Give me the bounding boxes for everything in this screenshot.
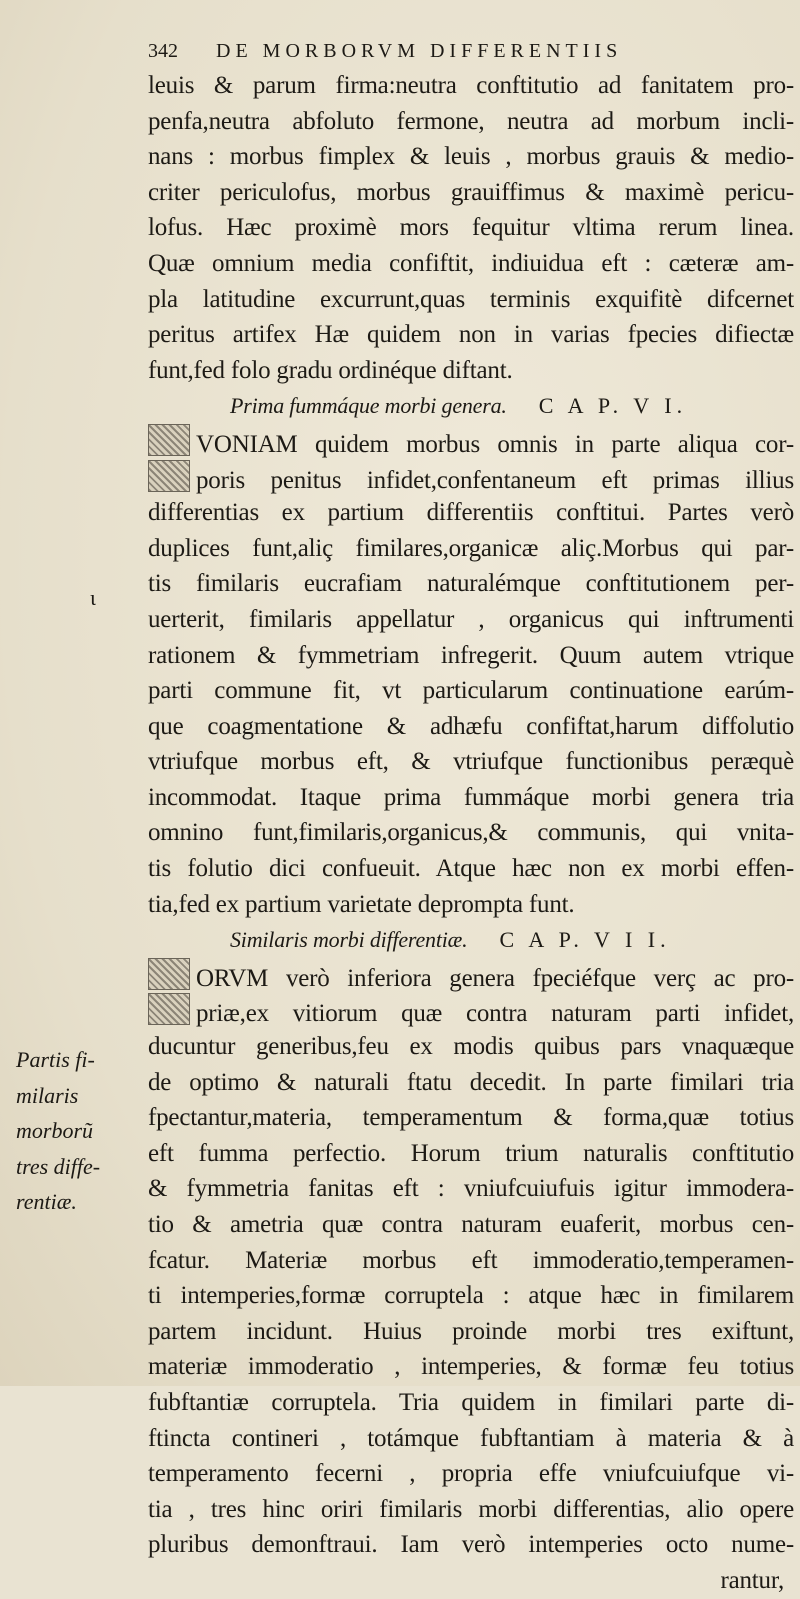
text-line: uerterit, fimilaris appellatur , organicus qui inftrumenti <box>148 605 794 633</box>
chapter-heading-7 <box>148 922 794 958</box>
text-line: temperamento fecerni , propria effe vniufcuiufque vi- <box>148 1460 794 1488</box>
page-number: 342 <box>148 40 178 62</box>
text-line: tis fimilaris eucrafiam naturalémque conftitutionem per- <box>148 570 794 598</box>
chapter-title: Similaris morbi differentiæ. <box>230 927 468 953</box>
text-line: penfa,neutra abfoluto fermone, neutra ad morbum incli- <box>148 107 794 135</box>
decorated-initial-ornament <box>148 460 190 492</box>
catchword: rantur, <box>720 1566 784 1594</box>
margin-note <box>16 1042 144 1220</box>
margin-note-line: morborũ <box>16 1118 94 1144</box>
running-title: DE MORBORVM DIFFERENTIIS <box>216 40 623 62</box>
text-line: peritus artifex Hæ quidem non in varias fpecies difiectæ <box>148 321 794 349</box>
text-line: incommodat. Itaque prima fummáque morbi genera tria <box>148 783 794 811</box>
text-line: fubftantiæ corruptela. Tria quidem in fimilari parte di- <box>148 1388 794 1416</box>
text-line: fpectantur,materia, temperamentum & forma,quæ totius <box>148 1104 794 1132</box>
text-line: & fymmetria fanitas eft : vniufcuiufuis igitur immodera- <box>148 1175 794 1203</box>
text-line: ORVM verò inferiora genera fpeciéfque verç ac pro- <box>196 964 794 992</box>
text-line: materiæ immoderatio , intemperies, & formæ feu totius <box>148 1353 794 1381</box>
text-line: ti intemperies,formæ corruptela : atque hæc in fimilarem <box>148 1282 794 1310</box>
text-block <box>148 68 794 1599</box>
text-line: tia , tres hinc oriri fimilaris morbi differentias, alio opere <box>148 1495 794 1523</box>
margin-note-line: Partis fi- <box>16 1047 95 1072</box>
text-line: priæ,ex vitiorum quæ contra naturam parti infidet, <box>196 1000 794 1028</box>
margin-note-line: milaris <box>16 1082 79 1108</box>
text-line <box>148 460 794 496</box>
chapter-title: Prima fummáque morbi genera. <box>230 393 507 419</box>
text-line: lofus. Hæc proximè mors fequitur vltima rerum linea. <box>148 214 794 242</box>
text-line: Quæ omnium media confiftit, indiuidua eft : cæteræ am- <box>148 249 794 277</box>
text-line: partem incidunt. Huius proinde morbi tres exiftunt, <box>148 1317 794 1345</box>
text-line: tia,fed ex partium varietate deprompta funt. <box>148 890 575 918</box>
text-line-initial <box>148 424 794 460</box>
running-header <box>148 40 788 63</box>
text-line: ducuntur generibus,feu ex modis quibus pars vnaquæque <box>148 1033 794 1061</box>
chapter-number: C A P. V I I. <box>499 927 671 953</box>
margin-note-line: rentiæ. <box>16 1189 77 1215</box>
margin-note-line: tres diffe- <box>16 1153 101 1179</box>
text-line: vtriufque morbus eft, & vtriufque functionibus peræquè <box>148 748 794 776</box>
chapter-heading-6 <box>148 388 794 424</box>
text-line: de optimo & naturali ftatu decedit. In parte fimilari tria <box>148 1068 794 1096</box>
text-line-initial <box>148 958 794 994</box>
margin-mark: ι <box>90 585 96 610</box>
decorated-initial-h <box>148 958 190 990</box>
text-line: rationem & fymmetriam infregerit. Quum autem vtrique <box>148 641 794 669</box>
text-line <box>148 993 794 1029</box>
text-line: pla latitudine excurrunt,quas terminis exquifitè difcernet <box>148 285 794 313</box>
text-line: poris penitus infidet,confentaneum eft primas illius <box>196 466 794 494</box>
text-line: tio & ametria quæ contra naturam euaferit, morbus cen- <box>148 1211 794 1238</box>
decorated-initial-ornament <box>148 993 190 1025</box>
chapter-number: C A P. V I. <box>538 393 688 419</box>
text-line: funt,fed folo gradu ordinéque diftant. <box>148 356 513 384</box>
text-line: differentias ex partium differentiis conftitui. Partes verò <box>148 499 794 527</box>
text-line: criter periculofus, morbus grauiffimus & maximè pericu- <box>148 178 794 206</box>
text-line: pluribus demonftraui. Iam verò intemperies octo nume- <box>148 1531 794 1559</box>
text-line: omnino funt,fimilaris,organicus,& communis, qui vnita- <box>148 819 794 847</box>
text-line: duplices funt,aliç fimilares,organicæ aliç.Morbus qui par- <box>148 534 794 562</box>
text-line: eft fumma perfectio. Horum trium naturalis conftitutio <box>148 1139 794 1167</box>
text-line: VONIAM quidem morbus omnis in parte aliqua cor- <box>196 430 794 458</box>
text-line: ftincta contineri , totámque fubftantiam à materia & à <box>148 1424 794 1452</box>
decorated-initial-q <box>148 424 190 456</box>
text-line: tis folutio dici confueuit. Atque hæc non ex morbi effen- <box>148 855 794 883</box>
text-line: que coagmentatione & adhæfu confiftat,harum diffolutio <box>148 712 794 740</box>
text-line: nans : morbus fimplex & leuis , morbus grauis & medio- <box>148 143 794 171</box>
text-line: leuis & parum firma:neutra conftitutio ad fanitatem pro- <box>148 72 794 99</box>
text-line: fcatur. Materiæ morbus eft immoderatio,temperamen- <box>148 1246 794 1274</box>
text-line: parti commune fit, vt particularum continuatione earúm- <box>148 677 794 705</box>
